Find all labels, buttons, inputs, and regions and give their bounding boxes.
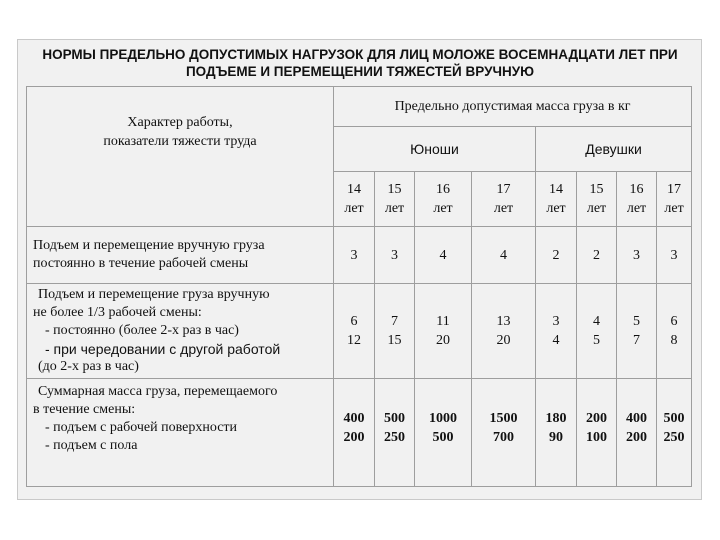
row-label: Подъем и перемещение вручную груза постоянно в течение рабочей смены	[27, 227, 334, 284]
age-header: 15 лет	[375, 172, 415, 227]
title-line-2: ПОДЪЕМЕ И ПЕРЕМЕЩЕНИИ ТЯЖЕСТЕЙ ВРУЧНУЮ	[185, 64, 535, 79]
age-header: 17 лет	[657, 172, 692, 227]
row-label: Суммарная масса груза, перемещаемого в течение смены: - подъем с рабочей поверхности - подъем с пола	[27, 379, 334, 487]
table-cell: 400 200	[334, 379, 375, 487]
table-cell: 5 7	[617, 284, 657, 379]
age-header: 16 лет	[415, 172, 472, 227]
table-cell: 3	[617, 227, 657, 284]
norms-table	[26, 86, 692, 487]
table-cell: 2	[577, 227, 617, 284]
table-cell: 4	[415, 227, 472, 284]
work-type-header-line-1: Характер работы,	[127, 115, 233, 130]
table-cell: 400 200	[617, 379, 657, 487]
table-row	[27, 379, 692, 487]
table-cell: 6 8	[657, 284, 692, 379]
table-cell: 7 15	[375, 284, 415, 379]
table-cell: 3	[657, 227, 692, 284]
work-type-header	[27, 87, 334, 227]
title-line-1: НОРМЫ ПРЕДЕЛЬНО ДОПУСТИМЫХ НАГРУЗОК ДЛЯ ЛИЦ МОЛОЖЕ ВОСЕМНАДЦАТИ ЛЕТ ПРИ	[42, 47, 678, 62]
row-label: Подъем и перемещение груза вручную не более 1/3 рабочей смены: - постоянно (более 2-х раз в час) - при чередовании с другой работой (до 2-х раз в час)	[27, 284, 334, 379]
age-header: 14 лет	[536, 172, 577, 227]
age-header: 14 лет	[334, 172, 375, 227]
table-cell: 200 100	[577, 379, 617, 487]
work-type-header-line-2: показатели тяжести труда	[103, 134, 257, 149]
age-header: 16 лет	[617, 172, 657, 227]
table-cell: 2	[536, 227, 577, 284]
age-header: 15 лет	[577, 172, 617, 227]
table-cell: 180 90	[536, 379, 577, 487]
table-row	[27, 227, 692, 284]
header-row-1	[27, 87, 692, 127]
table-cell: 3	[375, 227, 415, 284]
table-cell: 3 4	[536, 284, 577, 379]
table-cell: 6 12	[334, 284, 375, 379]
table-cell: 4	[472, 227, 536, 284]
table-cell: 500 250	[375, 379, 415, 487]
table-cell: 1000 500	[415, 379, 472, 487]
page-title	[22, 46, 698, 80]
table-cell: 1500 700	[472, 379, 536, 487]
table-cell: 11 20	[415, 284, 472, 379]
girls-header: Девушки	[536, 127, 692, 172]
table-cell: 500 250	[657, 379, 692, 487]
max-mass-header: Предельно допустимая масса груза в кг	[334, 87, 692, 127]
age-header: 17 лет	[472, 172, 536, 227]
table-cell: 3	[334, 227, 375, 284]
table-row	[27, 284, 692, 379]
boys-header: Юноши	[334, 127, 536, 172]
table-cell: 4 5	[577, 284, 617, 379]
table-cell: 13 20	[472, 284, 536, 379]
